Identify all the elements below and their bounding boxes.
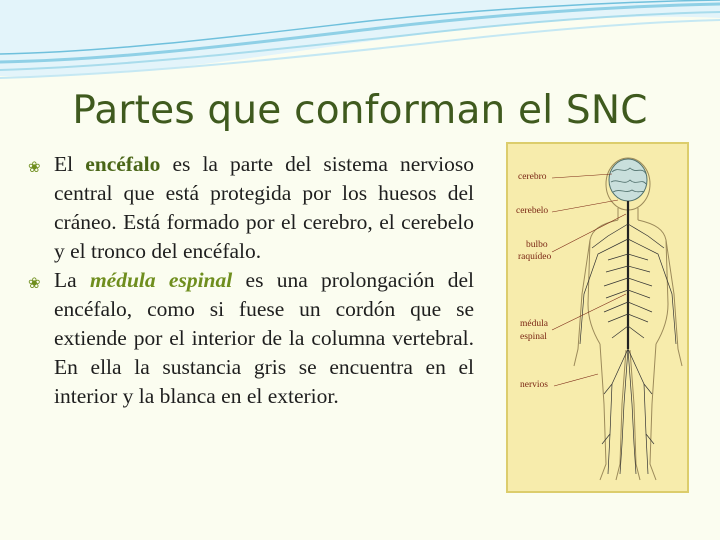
label-cerebelo: cerebelo (516, 206, 549, 216)
brain-icon (609, 159, 647, 201)
paragraph-start: El (54, 152, 86, 176)
slide-title: Partes que conforman el SNC (72, 88, 648, 133)
label-cerebro: cerebro (518, 172, 547, 182)
paragraph-text: es una prolongación del encéfalo, como si fuese un cordón que se extiende por el interior de la columna vertebral. En ella la sustancia gris se encuentra en el interior y la blanca en el exterior. (54, 268, 474, 408)
label-bulbo: bulbo (526, 240, 548, 250)
paragraph-text: es la parte del sistema nervioso central que está protegida por los huesos del cráneo. Está formado por el cerebro, el cerebelo y el tronco del encéfalo. (54, 152, 475, 263)
body-silhouette-drawing (508, 144, 687, 491)
label-nervios: nervios (520, 380, 548, 390)
slide-body (28, 150, 475, 411)
nervous-system-illustration (506, 142, 689, 493)
paragraph-encefalo (28, 150, 475, 266)
label-raquideo: raquídeo (518, 252, 552, 262)
label-medula: médula (520, 319, 548, 329)
bullet-icon: ❀ (28, 274, 41, 292)
paragraph-medula (28, 266, 474, 411)
keyword-encefalo: encéfalo (85, 152, 161, 176)
bullet-icon: ❀ (28, 158, 41, 176)
keyword-medula-espinal: médula espinal (89, 268, 233, 292)
label-espinal: espinal (520, 332, 547, 342)
paragraph-start: La (54, 268, 90, 292)
